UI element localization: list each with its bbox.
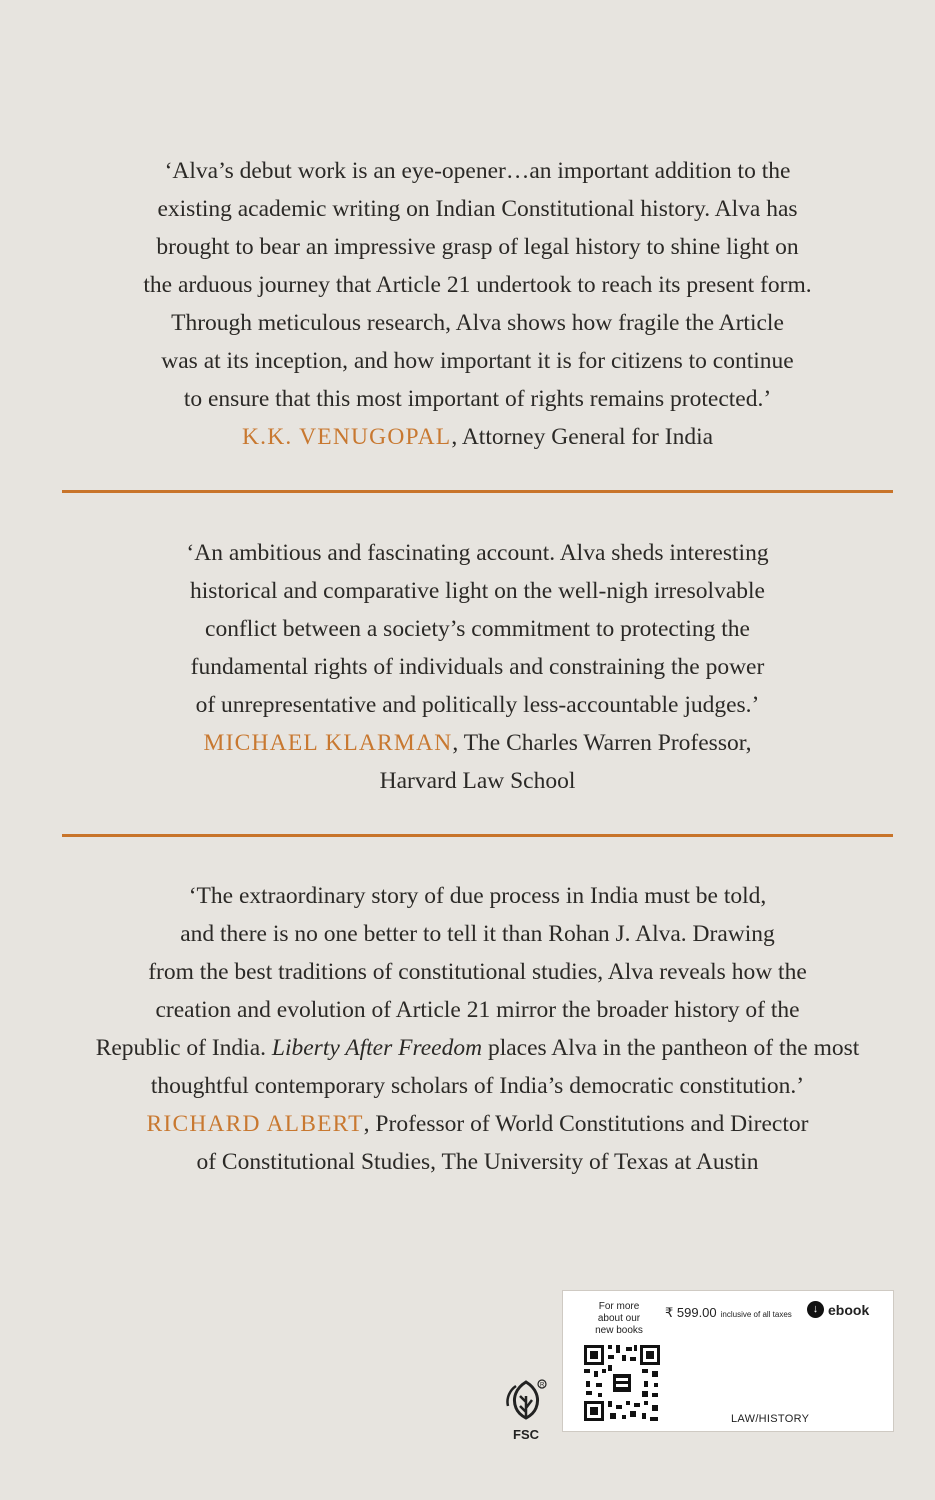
endorser-role-line2: of Constitutional Studies, The University of Texas at Austin (196, 1149, 759, 1175)
endorser-role: , Attorney General for India (451, 424, 714, 450)
category-label: LAW/HISTORY (731, 1413, 810, 1425)
attribution (62, 418, 893, 456)
attribution (62, 724, 893, 762)
endorser-name: MICHAEL KLARMAN (203, 730, 453, 756)
svg-text:R: R (540, 1382, 545, 1389)
quote-text-line: creation and evolution of Article 21 mirror the broader history of the (155, 997, 800, 1023)
quote-klarman (62, 534, 893, 800)
endorser-role-line2: Harvard Law School (379, 768, 576, 794)
quote-text: ‘An ambitious and fascinating account. Alva sheds interesting historical and comparative light on the well-nigh irresolvable conflict between a society’s commitment to protecting the fundamental rights of individuals and constraining the power of unrepresentative and politically less-accountable judges.’ (186, 540, 769, 718)
tax-note: inclusive of all taxes (720, 1310, 792, 1319)
fsc-tree-icon (498, 1378, 554, 1426)
price-value: ₹ 599.00 (665, 1305, 717, 1320)
quote-text: ‘Alva’s debut work is an eye-opener…an important addition to the existing academic writing on Indian Constitutional history. Alva has brought to bear an impressive grasp of legal history to shine light on the arduous journey that Article 21 undertook to reach its present form. Through meticulous research, Alva shows how fragile the Article was at its inception, and how important it is for citizens to continue to ensure that this most important of rights remains protected.’ (143, 158, 812, 412)
quote-text-line: ‘The extraordinary story of due process in India must be told, (188, 883, 767, 909)
divider (62, 490, 893, 493)
quote-text-line: and there is no one better to tell it than Rohan J. Alva. Drawing (180, 921, 775, 947)
divider (62, 834, 893, 837)
quote-albert (62, 877, 893, 1181)
quote-text-fragment: Republic of India. (95, 1035, 272, 1061)
quote-text-fragment: places Alva in the pantheon of the most (482, 1035, 860, 1061)
quote-venugopal (62, 152, 893, 456)
quote-text-line: from the best traditions of constitutional studies, Alva reveals how the (148, 959, 807, 985)
endorser-role: , Professor of World Constitutions and Director (363, 1111, 809, 1137)
attribution (62, 1105, 893, 1143)
quote-text-line (62, 1029, 893, 1067)
endorser-role: , The Charles Warren Professor, (452, 730, 752, 756)
endorser-name: RICHARD ALBERT (146, 1111, 364, 1137)
fsc-logo (498, 1378, 554, 1442)
endorser-name: K.K. VENUGOPAL (241, 424, 452, 450)
fsc-label: FSC (513, 1427, 539, 1442)
ebook-badge (807, 1301, 869, 1318)
quote-text-line: thoughtful contemporary scholars of India’s democratic constitution.’ (150, 1073, 805, 1099)
download-icon: ↓ (807, 1301, 824, 1318)
book-title: Liberty After Freedom (271, 1035, 483, 1061)
more-books-text: For more about our new books (595, 1301, 643, 1336)
qr-code-icon (582, 1343, 662, 1423)
ebook-label: ebook (828, 1301, 870, 1318)
price (665, 1305, 792, 1321)
price-box (562, 1290, 894, 1432)
